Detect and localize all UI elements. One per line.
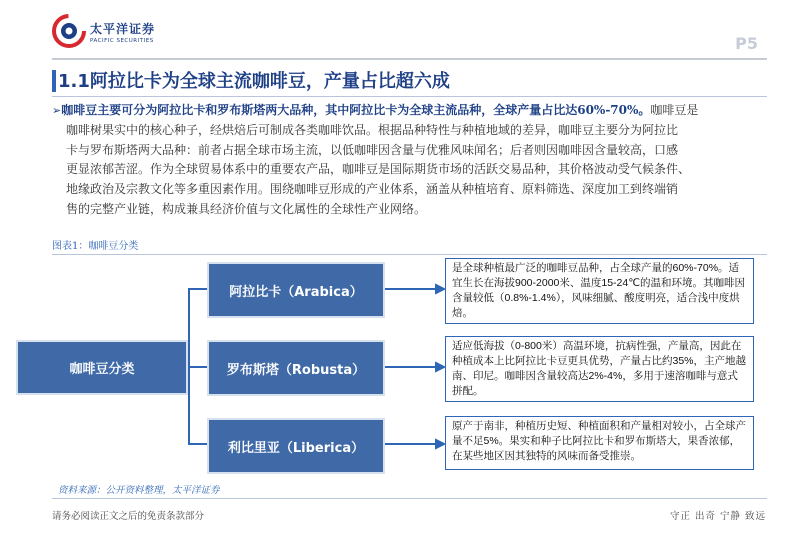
title-divider	[52, 96, 767, 97]
logo-name-cn: 太平洋证券	[90, 22, 156, 36]
title-accent-bar	[52, 70, 56, 92]
body-paragraph	[52, 101, 768, 220]
section-title: 1.1阿拉比卡为全球主流咖啡豆，产量占比超六成	[58, 71, 450, 92]
paragraph-line: 更显浓郁苦涩。作为全球贸易体系中的重要农产品，咖啡豆是国际期货市场的活跃交易品种，其价格波动受气候条件、	[66, 162, 691, 177]
figure-caption: 图表1：咖啡豆分类	[52, 241, 139, 252]
paragraph-line1-rest: 咖啡豆是	[650, 103, 699, 117]
variety-box-liberica	[207, 418, 385, 474]
disclaimer-note: 请务必阅读正文之后的免责条款部分	[52, 511, 205, 522]
variety-label: 阿拉比卡（Arabica）	[229, 284, 363, 300]
variety-description: 原产于南非，种植历史短、种植面积和产量相对较小，占全球产量不足5%。果实和种子比阿拉比卡和罗布斯塔大，果香浓郁，在某些地区因其独特的风味而备受推崇。	[452, 420, 746, 462]
connector-branch-3	[188, 443, 208, 445]
paragraph-line: 地缘政治及宗教文化等多重因素作用。围绕咖啡豆形成的产业体系，涵盖从种植培育、原料筛选、深度加工到终端销	[66, 182, 679, 197]
variety-description: 是全球种植最广泛的咖啡豆品种，占全球产量的60%-70%。适宜生长在海拔900-2000米、温度15-24℃的温和环境。其咖啡因含量较低（0.8%-1.4%），风味细腻、酸度明亮，适合浅中度烘焙。	[452, 262, 746, 319]
description-box-arabica	[445, 258, 754, 324]
bullet-arrow-icon: ➢	[52, 104, 62, 117]
footer-divider	[52, 498, 767, 499]
header-divider	[52, 58, 767, 60]
logo-name-en: PACIFIC SECURITIES	[90, 38, 154, 44]
company-logo	[52, 12, 172, 52]
logo-mark-icon	[52, 14, 86, 48]
paragraph-line: 咖啡树果实中的核心种子，经烘焙后可制成各类咖啡饮品。根据品种特性与种植地域的差异，咖啡豆主要分为阿拉比	[66, 122, 679, 137]
variety-description: 适应低海拔（0-800米）高温环境，抗病性强，产量高，因此在种植成本上比阿拉比卡豆更具优势，产量占比约35%，主产地越南、印尼。咖啡因含量较高达2%-4%，多用于速溶咖啡与意式拼配。	[452, 340, 747, 397]
connector-branch-2	[188, 366, 208, 368]
company-motto: 守正 出奇 宁静 致远	[669, 511, 766, 522]
source-note: 资料来源：公开资料整理，太平洋证券	[58, 485, 220, 496]
description-box-liberica	[445, 416, 754, 470]
figure-divider	[52, 254, 767, 255]
arrow-2-head-icon	[436, 363, 444, 371]
paragraph-lead: 咖啡豆主要可分为阿拉比卡和罗布斯塔两大品种，其中阿拉比卡为全球主流品种，全球产量占比达60%-70%。	[61, 103, 651, 117]
paragraph-line: 售的完整产业链，构成兼具经济价值与文化属性的全球性产业网络。	[66, 201, 427, 216]
root-category-box	[16, 340, 188, 395]
variety-label: 罗布斯塔（Robusta）	[226, 362, 366, 378]
paragraph-line: 卡与罗布斯塔两大品种：前者占据全球市场主流，以低咖啡因含量与优雅风味闻名；后者则因咖啡因含量较高，口感	[66, 142, 679, 157]
variety-box-robusta	[207, 340, 385, 396]
description-box-robusta	[445, 336, 754, 402]
variety-box-arabica	[207, 262, 385, 318]
root-category-label: 咖啡豆分类	[69, 362, 135, 377]
connector-branch-1	[188, 288, 208, 290]
page-number: P5	[735, 34, 758, 53]
paragraph-line-1	[52, 101, 768, 121]
variety-label: 利比里亚（Liberica）	[227, 440, 365, 456]
arrow-1-head-icon	[436, 285, 444, 293]
arrow-3-head-icon	[436, 440, 444, 448]
